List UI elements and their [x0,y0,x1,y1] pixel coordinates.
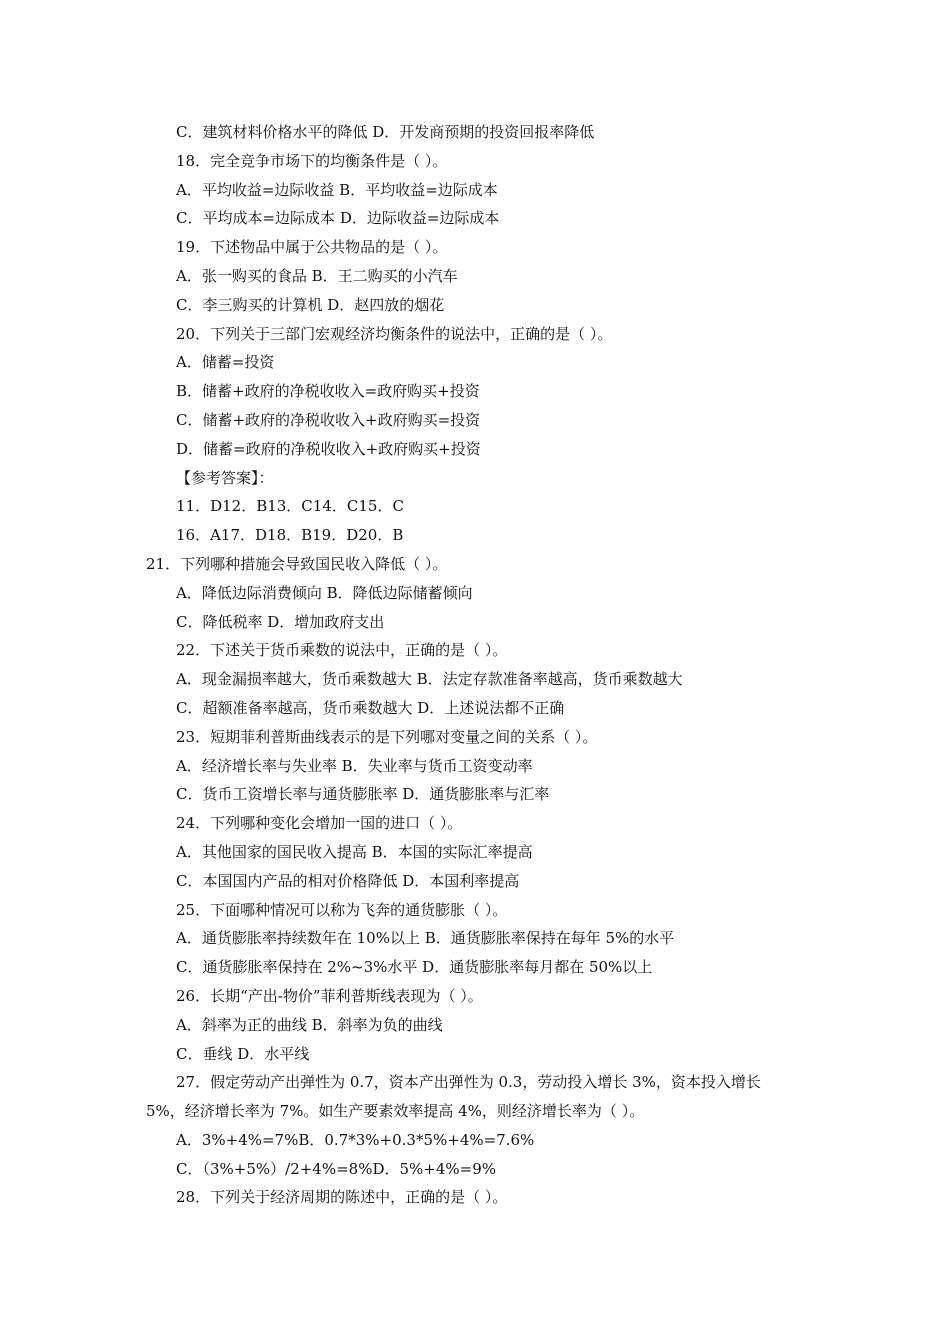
answer-heading: 【参考答案】： [176,468,274,487]
text-line: C．通货膨胀率保持在 2%~3%水平 D．通货膨胀率每月都在 50%以上 [176,958,653,977]
text-line: A．斜率为正的曲线 B．斜率为负的曲线 [176,1015,443,1034]
question-25: 25．下面哪种情况可以称为飞奔的通货膨胀（ ）。 [176,900,508,919]
text-line: C．本国国内产品的相对价格降低 D．本国利率提高 [176,871,520,890]
question-24: 24．下列哪种变化会增加一国的进口（ ）。 [176,814,463,833]
text-line: C．垂线 D．水平线 [176,1044,310,1063]
text-line: A．张一购买的食品 B．王二购买的小汽车 [176,266,458,285]
text-line: C．货币工资增长率与通货膨胀率 D．通货膨胀率与汇率 [176,785,550,804]
document-body [0,118,950,1212]
question-27: 27．假定劳动产出弹性为 0.7，资本产出弹性为 0.3，劳动投入增长 3%，资本投入增长 [176,1073,761,1092]
text-line: A．平均收益=边际收益 B．平均收益=边际成本 [176,180,498,199]
text-line: C．建筑材料价格水平的降低 D．开发商预期的投资回报率降低 [176,123,595,141]
question-19: 19．下述物品中属于公共物品的是（ ）。 [176,238,448,257]
text-line: B．储蓄+政府的净税收收入=政府购买+投资 [176,382,480,401]
text-line: A．3%+4%=7%B．0.7*3%+0.3*5%+4%=7.6% [176,1130,535,1149]
question-20: 20．下列关于三部门宏观经济均衡条件的说法中，正确的是（ ）。 [176,324,613,343]
question-23: 23．短期菲利普斯曲线表示的是下列哪对变量之间的关系（ ）。 [176,727,598,746]
answer-line: 16．A17．D18．B19．D20．B [176,526,404,545]
text-line: C．（3%+5%）/2+4%=8%D．5%+4%=9% [176,1159,497,1178]
text-line: A．通货膨胀率持续数年在 10%以上 B．通货膨胀率保持在每年 5%的水平 [176,929,675,948]
text-line: C．平均成本=边际成本 D．边际收益=边际成本 [176,209,500,228]
text-line: C．储蓄+政府的净税收收入+政府购买=投资 [176,410,481,429]
text-line: A．降低边际消费倾向 B．降低边际储蓄倾向 [176,583,473,602]
question-28: 28．下列关于经济周期的陈述中，正确的是（ ）。 [176,1188,508,1207]
text-line: C．李三购买的计算机 D．赵四放的烟花 [176,295,445,314]
text-line: A．储蓄=投资 [176,353,275,372]
text-line: A．现金漏损率越大，货币乘数越大 B．法定存款准备率越高，货币乘数越大 [176,670,683,689]
text-line: 5%，经济增长率为 7%。如生产要素效率提高 4%，则经济增长率为（ ）。 [146,1102,645,1121]
question-26: 26．长期“产出-物价”菲利普斯线表现为（ ）。 [176,986,483,1005]
text-line: A．其他国家的国民收入提高 B．本国的实际汇率提高 [176,842,533,861]
text-line: C．超额准备率越高，货币乘数越大 D．上述说法都不正确 [176,698,565,717]
text-line: A．经济增长率与失业率 B．失业率与货币工资变动率 [176,756,533,775]
question-21: 21．下列哪种措施会导致国民收入降低（ ）。 [146,554,448,573]
text-line: D．储蓄=政府的净税收收入+政府购买+投资 [176,439,481,458]
answer-line: 11．D12．B13．C14．C15．C [176,497,404,516]
text-line: C．降低税率 D．增加政府支出 [176,612,385,631]
question-22: 22．下述关于货币乘数的说法中，正确的是（ ）。 [176,641,508,660]
question-18: 18．完全竞争市场下的均衡条件是（ ）。 [176,151,448,170]
